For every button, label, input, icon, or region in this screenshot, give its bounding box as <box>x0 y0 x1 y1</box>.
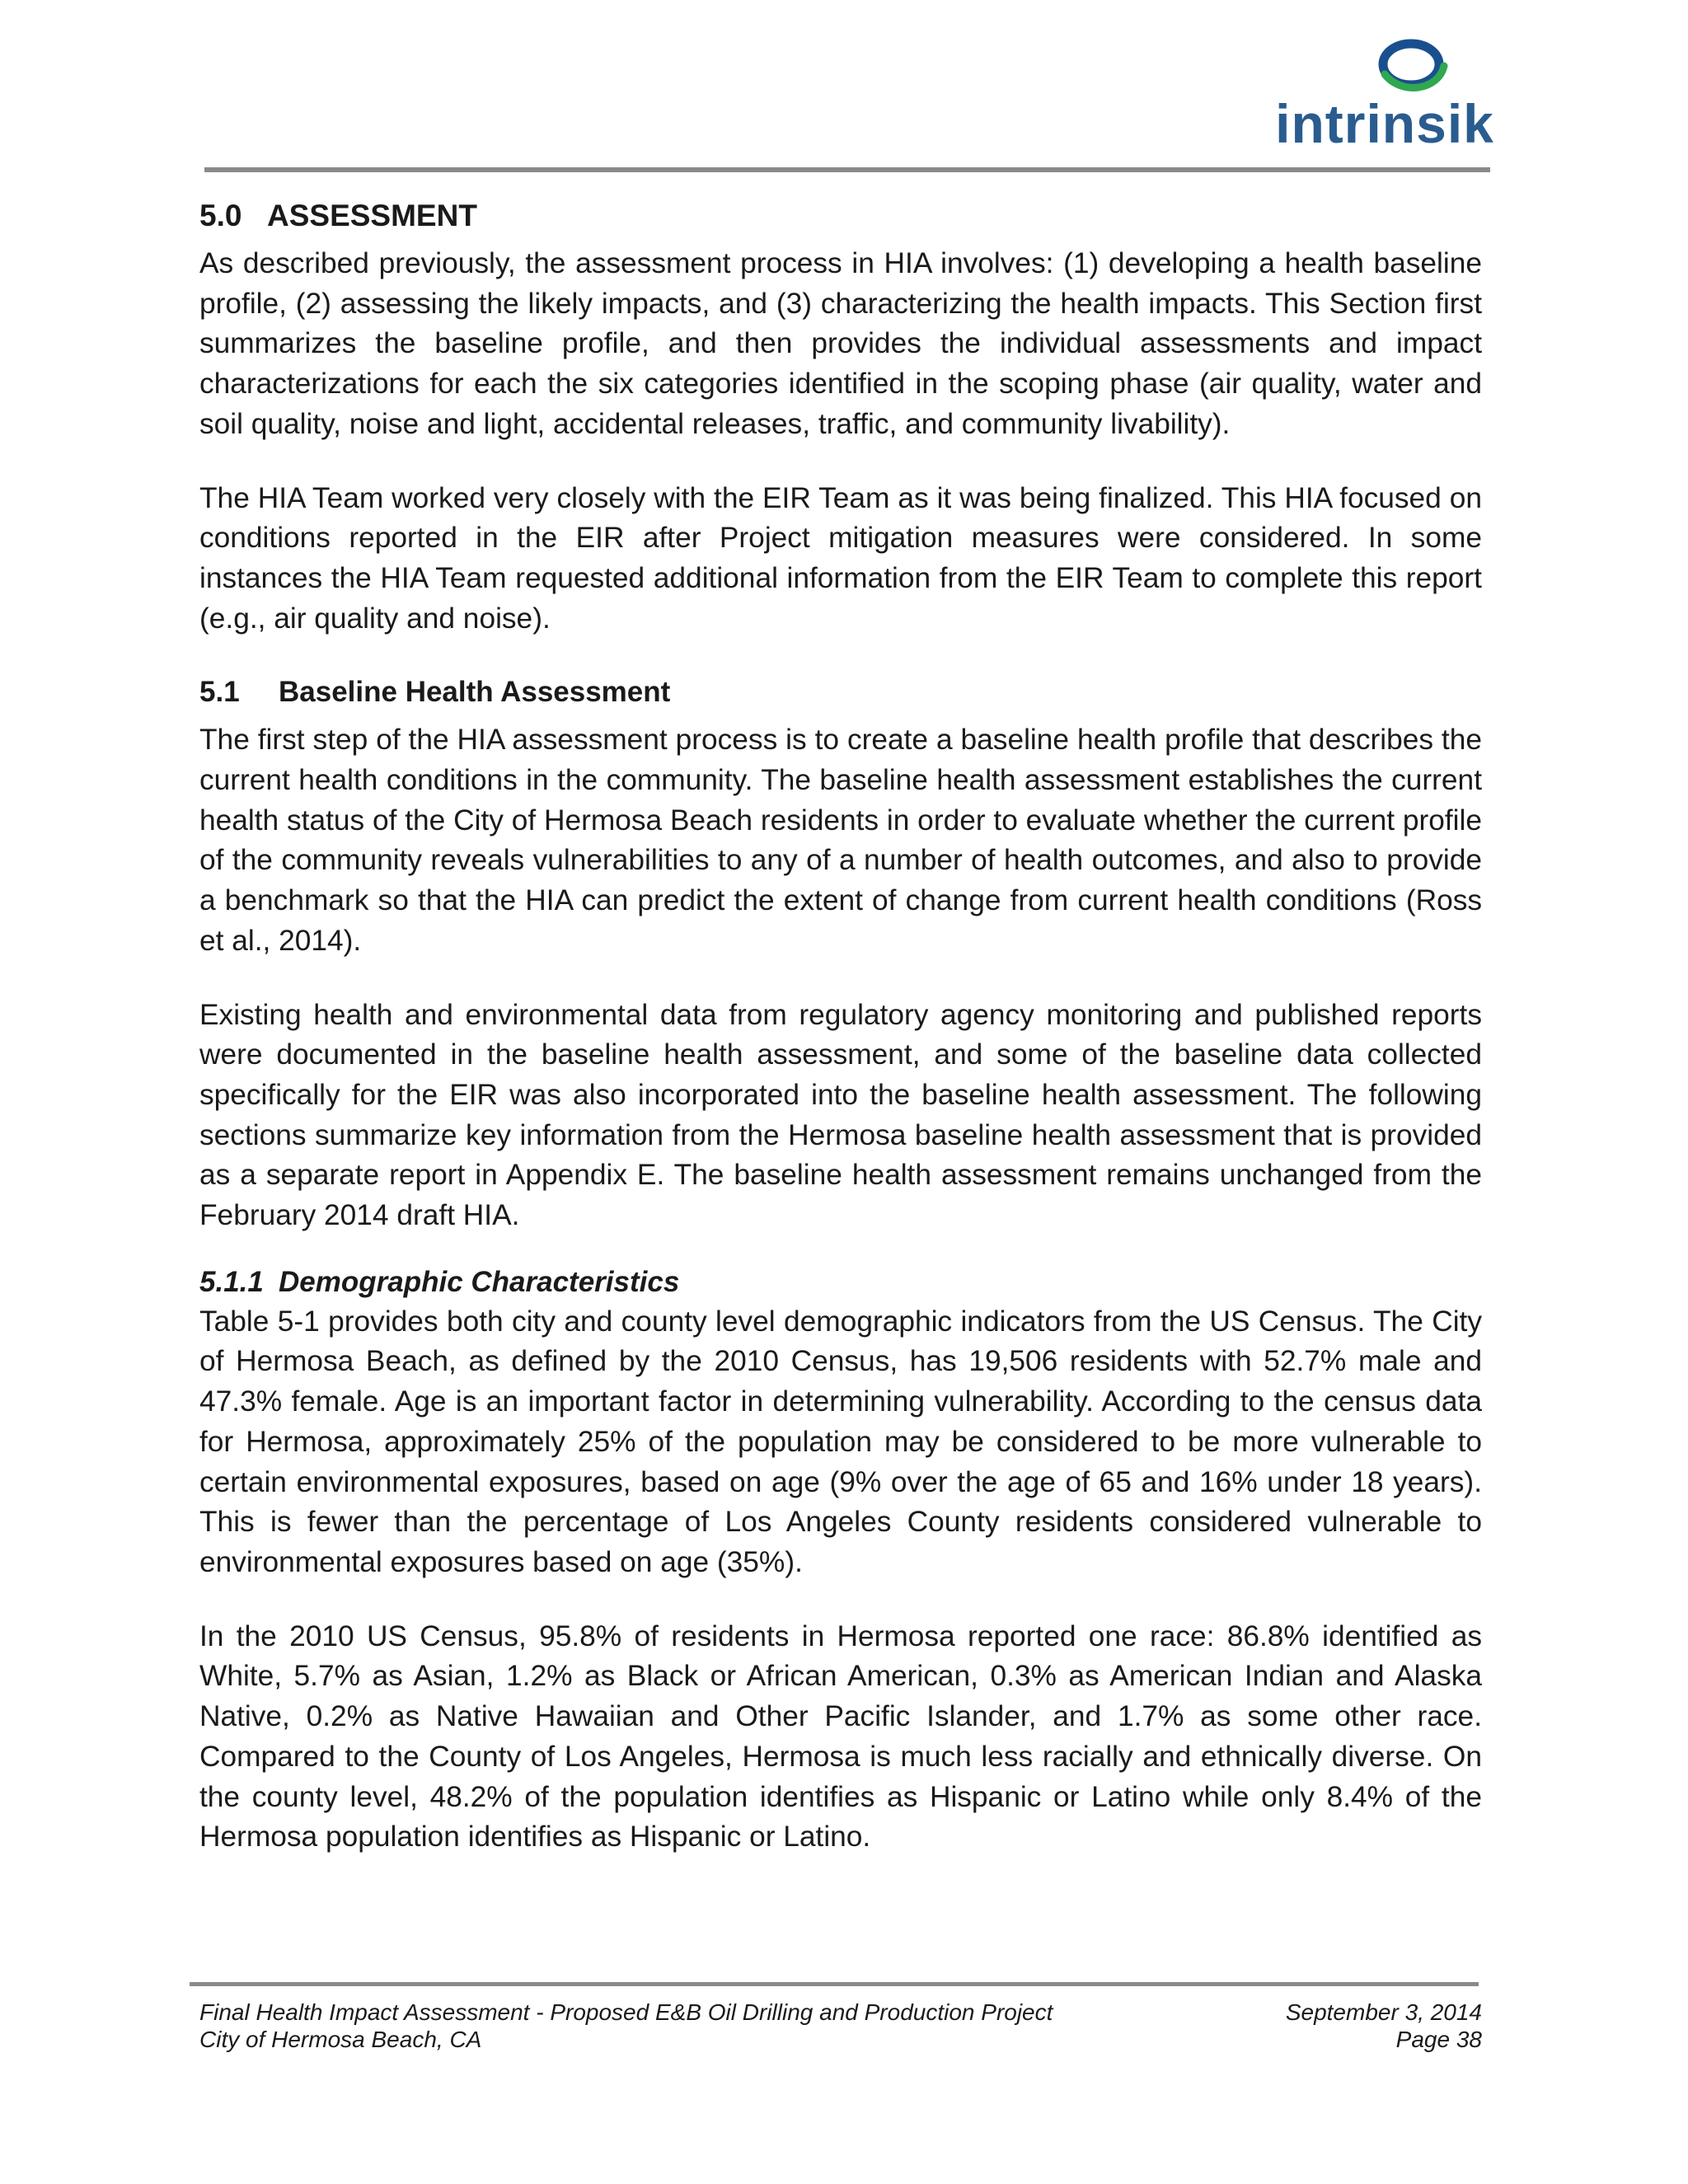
logo-mark-icon <box>1261 31 1508 155</box>
subsubsection-title: Demographic Characteristics <box>279 1265 680 1298</box>
footer-page-number: Page 38 <box>1395 2027 1482 2052</box>
footer-date: September 3, 2014 <box>1285 1999 1482 2025</box>
subsection-paragraph-2: Existing health and environmental data from regulatory agency monitoring and published reports were documented in the baseline health assessment, and some of the baseline data collected specifically for the EIR was also incorporated into the baseline health assessment. The following sections summarize key information from the Hermosa baseline health assessment that is provided as a separate report in Appendix E. The baseline health assessment remains unchanged from the February 2014 draft HIA. <box>199 998 1482 1232</box>
subsubsection-number: 5.1.1 <box>199 1265 264 1298</box>
subsection-paragraph-1: The first step of the HIA assessment process is to create a baseline health profile that describes the current health conditions in the community. The baseline health assessment establishes the current health status of the City of Hermosa Beach residents in order to evaluate whether the current profile of the community reveals vulnerabilities to any of a number of health outcomes, and also to provide a benchmark so that the HIA can predict the extent of change from current health conditions (Ross et al., 2014). <box>199 724 1482 957</box>
footer-location: City of Hermosa Beach, CA <box>199 2027 482 2052</box>
footer-row-2 <box>199 2026 1482 2053</box>
footer-row-1 <box>199 1999 1482 2026</box>
footer-document-title: Final Health Impact Assessment - Proposed E&B Oil Drilling and Production Project <box>199 1999 1053 2025</box>
document-body <box>199 196 1482 1891</box>
page-footer <box>199 1999 1482 2053</box>
intrinsik-logo <box>1261 31 1508 155</box>
subsubsection-paragraph-1: Table 5-1 provides both city and county level demographic indicators from the US Census. The City of Hermosa Beach, as defined by the 2010 Census, has 19,506 residents with 52.7% male and 47.3% female. Age is an important factor in determining vulnerability. According to the census data for Hermosa, approximately 25% of the population may be considered to be more vulnerable to certain environmental exposures, based on age (9% over the age of 65 and 16% under 18 years). This is fewer than the percentage of Los Angeles County residents considered vulnerable to environmental exposures based on age (35%). <box>199 1305 1482 1578</box>
subsection-heading <box>199 673 1482 712</box>
header-divider <box>204 167 1490 172</box>
section-paragraph-1: As described previously, the assessment process in HIA involves: (1) developing a health baseline profile, (2) assessing the likely impacts, and (3) characterizing the health impacts. This Section first summarizes the baseline profile, and then provides the individual assessments and impact characterizations for each the six categories identified in the scoping phase (air quality, water and soil quality, noise and light, accidental releases, traffic, and community livability). <box>199 247 1482 440</box>
section-number: 5.0 <box>199 199 242 232</box>
section-title: ASSESSMENT <box>267 199 477 232</box>
subsection-number: 5.1 <box>199 676 240 709</box>
subsection-title: Baseline Health Assessment <box>279 676 671 709</box>
subsubsection-heading <box>199 1263 1482 1302</box>
section-heading <box>199 196 1482 236</box>
section-paragraph-2: The HIA Team worked very closely with the EIR Team as it was being finalized. This HIA focused on conditions reported in the EIR after Project mitigation measures were considered. In some instances the HIA Team requested additional information from the EIR Team to complete this report (e.g., air quality and noise). <box>199 481 1482 635</box>
logo-wordmark: intrinsik <box>1275 93 1494 154</box>
subsubsection-paragraph-2: In the 2010 US Census, 95.8% of residents in Hermosa reported one race: 86.8% identified as White, 5.7% as Asian, 1.2% as Black or African American, 0.3% as American Indian and Alaska Native, 0.2% as Native Hawaiian and Other Pacific Islander, and 1.7% as some other race. Compared to the County of Los Angeles, Hermosa is much less racially and ethnically diverse. On the county level, 48.2% of the population identifies as Hispanic or Latino while only 8.4% of the Hermosa population identifies as Hispanic or Latino. <box>199 1619 1482 1854</box>
footer-divider <box>190 1982 1479 1986</box>
